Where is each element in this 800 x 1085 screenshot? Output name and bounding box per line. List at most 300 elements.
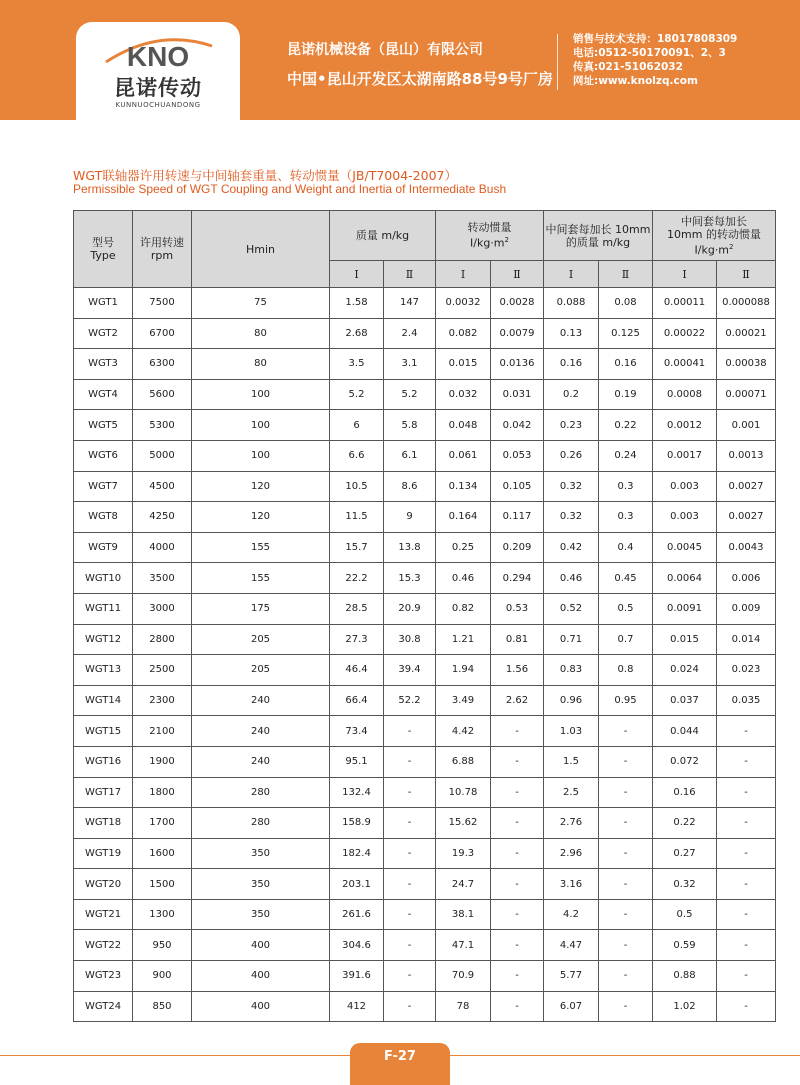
table-cell: 0.5 bbox=[653, 899, 717, 930]
table-cell: WGT21 bbox=[74, 899, 133, 930]
table-cell: - bbox=[384, 869, 436, 900]
fax-number: 传真:021-51062032 bbox=[573, 61, 683, 73]
table-row bbox=[74, 288, 776, 319]
subheader-ii: Ⅱ bbox=[717, 261, 776, 288]
table-cell: 0.0017 bbox=[653, 440, 717, 471]
table-cell: 0.16 bbox=[653, 777, 717, 808]
table-cell: 1.5 bbox=[544, 746, 599, 777]
table-cell: 0.0032 bbox=[436, 288, 491, 319]
table-cell: 2300 bbox=[133, 685, 192, 716]
table-cell: 100 bbox=[192, 379, 330, 410]
table-cell: 0.82 bbox=[436, 593, 491, 624]
table-cell: 0.24 bbox=[599, 440, 653, 471]
table-cell: 0.000088 bbox=[717, 288, 776, 319]
table-cell: 120 bbox=[192, 502, 330, 533]
table-cell: - bbox=[599, 838, 653, 869]
table-cell: 27.3 bbox=[330, 624, 384, 655]
table-cell: 0.037 bbox=[653, 685, 717, 716]
table-cell: 240 bbox=[192, 685, 330, 716]
table-cell: 0.19 bbox=[599, 379, 653, 410]
page-number: F-27 bbox=[384, 1049, 416, 1064]
table-cell: WGT22 bbox=[74, 930, 133, 961]
table-cell: 182.4 bbox=[330, 838, 384, 869]
table-row bbox=[74, 899, 776, 930]
table-cell: 0.95 bbox=[599, 685, 653, 716]
table-cell: 15.3 bbox=[384, 563, 436, 594]
table-cell: 240 bbox=[192, 716, 330, 747]
table-cell: 0.42 bbox=[544, 532, 599, 563]
table-cell: 0.2 bbox=[544, 379, 599, 410]
table-cell: 0.52 bbox=[544, 593, 599, 624]
table-cell: 1900 bbox=[133, 746, 192, 777]
table-row bbox=[74, 777, 776, 808]
table-cell: 4.42 bbox=[436, 716, 491, 747]
table-cell: 0.125 bbox=[599, 318, 653, 349]
table-cell: 73.4 bbox=[330, 716, 384, 747]
table-cell: 4500 bbox=[133, 471, 192, 502]
table-cell: 0.061 bbox=[436, 440, 491, 471]
table-cell: 80 bbox=[192, 318, 330, 349]
table-cell: WGT18 bbox=[74, 808, 133, 839]
table-cell: 0.024 bbox=[653, 655, 717, 686]
table-cell: 1500 bbox=[133, 869, 192, 900]
table-cell: - bbox=[384, 746, 436, 777]
table-cell: 0.59 bbox=[653, 930, 717, 961]
table-cell: WGT19 bbox=[74, 838, 133, 869]
table-cell: 0.45 bbox=[599, 563, 653, 594]
table-cell: WGT20 bbox=[74, 869, 133, 900]
table-body bbox=[74, 288, 776, 1022]
table-cell: 4000 bbox=[133, 532, 192, 563]
subheader-i: Ⅰ bbox=[544, 261, 599, 288]
table-cell: 147 bbox=[384, 288, 436, 319]
table-cell: WGT4 bbox=[74, 379, 133, 410]
table-cell: 0.0012 bbox=[653, 410, 717, 441]
table-row bbox=[74, 746, 776, 777]
table-cell: 0.003 bbox=[653, 471, 717, 502]
table-cell: 75 bbox=[192, 288, 330, 319]
table-row bbox=[74, 532, 776, 563]
table-cell: - bbox=[599, 777, 653, 808]
table-cell: 850 bbox=[133, 991, 192, 1022]
table-cell: WGT12 bbox=[74, 624, 133, 655]
table-cell: - bbox=[599, 746, 653, 777]
table-cell: 0.0043 bbox=[717, 532, 776, 563]
table-cell: 0.46 bbox=[544, 563, 599, 594]
table-cell: 261.6 bbox=[330, 899, 384, 930]
table-cell: 95.1 bbox=[330, 746, 384, 777]
table-cell: - bbox=[599, 961, 653, 992]
header-speed: 许用转速 rpm bbox=[133, 211, 192, 288]
table-cell: 0.023 bbox=[717, 655, 776, 686]
table-cell: WGT8 bbox=[74, 502, 133, 533]
website: 网址:www.knolzq.com bbox=[573, 75, 698, 87]
logo-english-name: KUNNUOCHUANDONG bbox=[115, 101, 201, 109]
table-cell: - bbox=[717, 838, 776, 869]
table-cell: 0.00022 bbox=[653, 318, 717, 349]
table-cell: WGT15 bbox=[74, 716, 133, 747]
header-bush-mass: 中间套每加长 10mm 的质量 m/kg bbox=[544, 211, 653, 261]
table-cell: 3.49 bbox=[436, 685, 491, 716]
svg-text:KNO: KNO bbox=[126, 41, 190, 72]
table-cell: 5.77 bbox=[544, 961, 599, 992]
table-cell: 52.2 bbox=[384, 685, 436, 716]
table-cell: 0.0013 bbox=[717, 440, 776, 471]
table-cell: 3.16 bbox=[544, 869, 599, 900]
table-row bbox=[74, 961, 776, 992]
table-cell: 0.006 bbox=[717, 563, 776, 594]
table-cell: WGT13 bbox=[74, 655, 133, 686]
table-cell: 0.117 bbox=[491, 502, 544, 533]
table-cell: WGT24 bbox=[74, 991, 133, 1022]
table-cell: - bbox=[599, 991, 653, 1022]
table-cell: - bbox=[599, 808, 653, 839]
table-cell: 13.8 bbox=[384, 532, 436, 563]
table-cell: - bbox=[384, 991, 436, 1022]
table-cell: 0.031 bbox=[491, 379, 544, 410]
table-cell: 0.0091 bbox=[653, 593, 717, 624]
table-cell: 950 bbox=[133, 930, 192, 961]
table-cell: 0.072 bbox=[653, 746, 717, 777]
table-cell: - bbox=[717, 961, 776, 992]
subheader-i: Ⅰ bbox=[330, 261, 384, 288]
table-cell: - bbox=[717, 991, 776, 1022]
table-row bbox=[74, 502, 776, 533]
table-cell: 5600 bbox=[133, 379, 192, 410]
table-cell: 6.07 bbox=[544, 991, 599, 1022]
table-cell: 0.96 bbox=[544, 685, 599, 716]
table-cell: 39.4 bbox=[384, 655, 436, 686]
table-cell: 203.1 bbox=[330, 869, 384, 900]
table-cell: - bbox=[491, 716, 544, 747]
table-cell: 100 bbox=[192, 410, 330, 441]
table-cell: 0.46 bbox=[436, 563, 491, 594]
table-cell: WGT3 bbox=[74, 349, 133, 380]
table-row bbox=[74, 838, 776, 869]
table-cell: - bbox=[491, 961, 544, 992]
table-cell: 70.9 bbox=[436, 961, 491, 992]
table-cell: 22.2 bbox=[330, 563, 384, 594]
table-cell: 391.6 bbox=[330, 961, 384, 992]
table-cell: 304.6 bbox=[330, 930, 384, 961]
header-inertia: 转动惯量 $I/kg\cdot m^2$ bbox=[436, 211, 544, 261]
table-cell: 6300 bbox=[133, 349, 192, 380]
table-cell: 350 bbox=[192, 899, 330, 930]
table-cell: 24.7 bbox=[436, 869, 491, 900]
table-cell: 47.1 bbox=[436, 930, 491, 961]
table-cell: 10.78 bbox=[436, 777, 491, 808]
table-cell: 5300 bbox=[133, 410, 192, 441]
table-cell: 0.003 bbox=[653, 502, 717, 533]
table-cell: 4250 bbox=[133, 502, 192, 533]
table-cell: 0.042 bbox=[491, 410, 544, 441]
table-cell: 0.009 bbox=[717, 593, 776, 624]
table-cell: 0.014 bbox=[717, 624, 776, 655]
header-hmin: Hmin bbox=[192, 211, 330, 288]
table-cell: 0.0027 bbox=[717, 471, 776, 502]
table-cell: 158.9 bbox=[330, 808, 384, 839]
table-cell: - bbox=[599, 869, 653, 900]
table-cell: 46.4 bbox=[330, 655, 384, 686]
table-cell: 0.00021 bbox=[717, 318, 776, 349]
table-cell: 66.4 bbox=[330, 685, 384, 716]
table-cell: 1.03 bbox=[544, 716, 599, 747]
table-cell: 2.62 bbox=[491, 685, 544, 716]
table-row bbox=[74, 991, 776, 1022]
table-cell: 30.8 bbox=[384, 624, 436, 655]
table-cell: 0.088 bbox=[544, 288, 599, 319]
table-cell: - bbox=[717, 746, 776, 777]
table-cell: 0.0028 bbox=[491, 288, 544, 319]
table-cell: 2.68 bbox=[330, 318, 384, 349]
table-cell: 0.00038 bbox=[717, 349, 776, 380]
table-cell: 0.16 bbox=[544, 349, 599, 380]
subheader-i: Ⅰ bbox=[653, 261, 717, 288]
table-cell: 132.4 bbox=[330, 777, 384, 808]
table-cell: 0.81 bbox=[491, 624, 544, 655]
table-cell: 6.6 bbox=[330, 440, 384, 471]
table-cell: 0.015 bbox=[653, 624, 717, 655]
table-cell: 0.16 bbox=[599, 349, 653, 380]
table-cell: WGT7 bbox=[74, 471, 133, 502]
table-row bbox=[74, 685, 776, 716]
subheader-ii: Ⅱ bbox=[384, 261, 436, 288]
table-cell: WGT17 bbox=[74, 777, 133, 808]
table-cell: - bbox=[491, 869, 544, 900]
table-cell: 0.00011 bbox=[653, 288, 717, 319]
table-cell: 9 bbox=[384, 502, 436, 533]
table-cell: 120 bbox=[192, 471, 330, 502]
table-cell: 1.94 bbox=[436, 655, 491, 686]
table-cell: 78 bbox=[436, 991, 491, 1022]
table-cell: 6.1 bbox=[384, 440, 436, 471]
page-header bbox=[0, 0, 800, 120]
table-cell: 2.76 bbox=[544, 808, 599, 839]
table-cell: WGT2 bbox=[74, 318, 133, 349]
table-title-chinese: WGT联轴器许用转速与中间轴套重量、转动惯量（JB/T7004-2007） bbox=[73, 168, 457, 183]
table-cell: 28.5 bbox=[330, 593, 384, 624]
table-cell: 0.0079 bbox=[491, 318, 544, 349]
table-cell: 38.1 bbox=[436, 899, 491, 930]
table-cell: - bbox=[717, 808, 776, 839]
table-cell: WGT10 bbox=[74, 563, 133, 594]
table-cell: 0.3 bbox=[599, 502, 653, 533]
table-cell: 155 bbox=[192, 532, 330, 563]
table-cell: WGT16 bbox=[74, 746, 133, 777]
table-cell: WGT14 bbox=[74, 685, 133, 716]
table-cell: - bbox=[599, 716, 653, 747]
table-cell: 0.015 bbox=[436, 349, 491, 380]
table-cell: - bbox=[717, 716, 776, 747]
table-cell: - bbox=[717, 869, 776, 900]
table-cell: 0.5 bbox=[599, 593, 653, 624]
table-cell: 2800 bbox=[133, 624, 192, 655]
table-cell: 20.9 bbox=[384, 593, 436, 624]
table-cell: - bbox=[384, 838, 436, 869]
table-cell: WGT6 bbox=[74, 440, 133, 471]
table-cell: - bbox=[717, 930, 776, 961]
table-cell: 5.2 bbox=[330, 379, 384, 410]
table-row bbox=[74, 349, 776, 380]
table-cell: 350 bbox=[192, 838, 330, 869]
table-cell: 1800 bbox=[133, 777, 192, 808]
table-row bbox=[74, 869, 776, 900]
table-cell: 0.27 bbox=[653, 838, 717, 869]
table-cell: 80 bbox=[192, 349, 330, 380]
table-cell: 1.02 bbox=[653, 991, 717, 1022]
table-cell: - bbox=[491, 930, 544, 961]
header-type: 型号 Type bbox=[74, 211, 133, 288]
table-title-english: Permissible Speed of WGT Coupling and Weight and Inertia of Intermediate Bush bbox=[73, 182, 507, 196]
table-cell: 0.00041 bbox=[653, 349, 717, 380]
table-cell: 6 bbox=[330, 410, 384, 441]
table-cell: - bbox=[491, 746, 544, 777]
header-divider bbox=[557, 34, 558, 90]
table-cell: - bbox=[599, 899, 653, 930]
table-cell: 3.5 bbox=[330, 349, 384, 380]
table-cell: - bbox=[384, 777, 436, 808]
table-cell: 400 bbox=[192, 991, 330, 1022]
table-cell: 5.8 bbox=[384, 410, 436, 441]
logo-chinese-name: 昆诺传动 bbox=[114, 76, 202, 100]
table-cell: 205 bbox=[192, 624, 330, 655]
table-cell: 0.88 bbox=[653, 961, 717, 992]
table-cell: - bbox=[717, 899, 776, 930]
table-cell: - bbox=[491, 899, 544, 930]
table-cell: WGT23 bbox=[74, 961, 133, 992]
table-cell: 15.7 bbox=[330, 532, 384, 563]
sales-phone: 销售与技术支持：18017808309 bbox=[573, 33, 738, 45]
table-cell: 6700 bbox=[133, 318, 192, 349]
table-row bbox=[74, 440, 776, 471]
table-cell: - bbox=[491, 777, 544, 808]
table-cell: 15.62 bbox=[436, 808, 491, 839]
subheader-ii: Ⅱ bbox=[599, 261, 653, 288]
header-mass: 质量 m/kg bbox=[330, 211, 436, 261]
table-row bbox=[74, 593, 776, 624]
table-row bbox=[74, 318, 776, 349]
table-cell: 4.47 bbox=[544, 930, 599, 961]
table-cell: 1.58 bbox=[330, 288, 384, 319]
table-cell: 0.22 bbox=[599, 410, 653, 441]
table-cell: 2100 bbox=[133, 716, 192, 747]
table-cell: 0.134 bbox=[436, 471, 491, 502]
table-header-row bbox=[74, 211, 776, 261]
table-cell: 8.6 bbox=[384, 471, 436, 502]
table-cell: 0.83 bbox=[544, 655, 599, 686]
table-cell: 2500 bbox=[133, 655, 192, 686]
table-cell: 0.7 bbox=[599, 624, 653, 655]
table-cell: - bbox=[384, 961, 436, 992]
table-cell: 5.2 bbox=[384, 379, 436, 410]
table-cell: 0.22 bbox=[653, 808, 717, 839]
table-cell: 0.32 bbox=[544, 502, 599, 533]
table-cell: 1.56 bbox=[491, 655, 544, 686]
table-cell: 2.96 bbox=[544, 838, 599, 869]
table-cell: 0.0008 bbox=[653, 379, 717, 410]
contact-info bbox=[573, 32, 737, 88]
table-cell: 0.032 bbox=[436, 379, 491, 410]
table-cell: 240 bbox=[192, 746, 330, 777]
table-cell: 0.035 bbox=[717, 685, 776, 716]
table-cell: 1300 bbox=[133, 899, 192, 930]
table-cell: 0.044 bbox=[653, 716, 717, 747]
table-cell: - bbox=[384, 930, 436, 961]
table-cell: 0.164 bbox=[436, 502, 491, 533]
table-row bbox=[74, 471, 776, 502]
table-cell: 5000 bbox=[133, 440, 192, 471]
company-name: 昆诺机械设备（昆山）有限公司 bbox=[287, 42, 483, 58]
table-row bbox=[74, 563, 776, 594]
table-cell: - bbox=[384, 808, 436, 839]
table-cell: 4.2 bbox=[544, 899, 599, 930]
table-cell: - bbox=[491, 991, 544, 1022]
table-cell: 3000 bbox=[133, 593, 192, 624]
table-cell: 0.294 bbox=[491, 563, 544, 594]
table-cell: - bbox=[599, 930, 653, 961]
table-cell: 19.3 bbox=[436, 838, 491, 869]
table-cell: 900 bbox=[133, 961, 192, 992]
table-cell: 2.5 bbox=[544, 777, 599, 808]
table-cell: 0.13 bbox=[544, 318, 599, 349]
table-cell: 0.25 bbox=[436, 532, 491, 563]
table-row bbox=[74, 808, 776, 839]
table-cell: 0.08 bbox=[599, 288, 653, 319]
table-cell: 0.71 bbox=[544, 624, 599, 655]
table-cell: - bbox=[384, 716, 436, 747]
table-row bbox=[74, 624, 776, 655]
table-cell: 0.209 bbox=[491, 532, 544, 563]
table-cell: 280 bbox=[192, 808, 330, 839]
table-cell: 1.21 bbox=[436, 624, 491, 655]
table-cell: 0.3 bbox=[599, 471, 653, 502]
table-cell: 0.053 bbox=[491, 440, 544, 471]
table-cell: 412 bbox=[330, 991, 384, 1022]
office-phone: 电话:0512-50170091、2、3 bbox=[573, 47, 726, 59]
table-cell: 6.88 bbox=[436, 746, 491, 777]
table-cell: WGT5 bbox=[74, 410, 133, 441]
table-cell: 400 bbox=[192, 961, 330, 992]
table-cell: 1600 bbox=[133, 838, 192, 869]
table-cell: 1700 bbox=[133, 808, 192, 839]
table-row bbox=[74, 716, 776, 747]
table-cell: - bbox=[717, 777, 776, 808]
table-cell: 0.4 bbox=[599, 532, 653, 563]
subheader-ii: Ⅱ bbox=[491, 261, 544, 288]
table-cell: 400 bbox=[192, 930, 330, 961]
table-cell: 0.0045 bbox=[653, 532, 717, 563]
table-cell: 175 bbox=[192, 593, 330, 624]
company-logo bbox=[76, 22, 240, 120]
table-cell: - bbox=[491, 838, 544, 869]
table-cell: 0.53 bbox=[491, 593, 544, 624]
table-cell: 0.0064 bbox=[653, 563, 717, 594]
table-cell: 0.0027 bbox=[717, 502, 776, 533]
table-cell: 0.0136 bbox=[491, 349, 544, 380]
table-cell: WGT1 bbox=[74, 288, 133, 319]
table-cell: 155 bbox=[192, 563, 330, 594]
table-row bbox=[74, 655, 776, 686]
table-cell: 0.105 bbox=[491, 471, 544, 502]
table-cell: 0.23 bbox=[544, 410, 599, 441]
speed-weight-inertia-table bbox=[73, 210, 776, 1022]
header-bush-inertia: 中间套每加长 10mm 的转动惯量 $I/kg\cdot m^2$ bbox=[653, 211, 776, 261]
table-cell: 3.1 bbox=[384, 349, 436, 380]
company-info bbox=[287, 36, 553, 94]
table-cell: 280 bbox=[192, 777, 330, 808]
table-cell: 0.001 bbox=[717, 410, 776, 441]
table-cell: 0.00071 bbox=[717, 379, 776, 410]
